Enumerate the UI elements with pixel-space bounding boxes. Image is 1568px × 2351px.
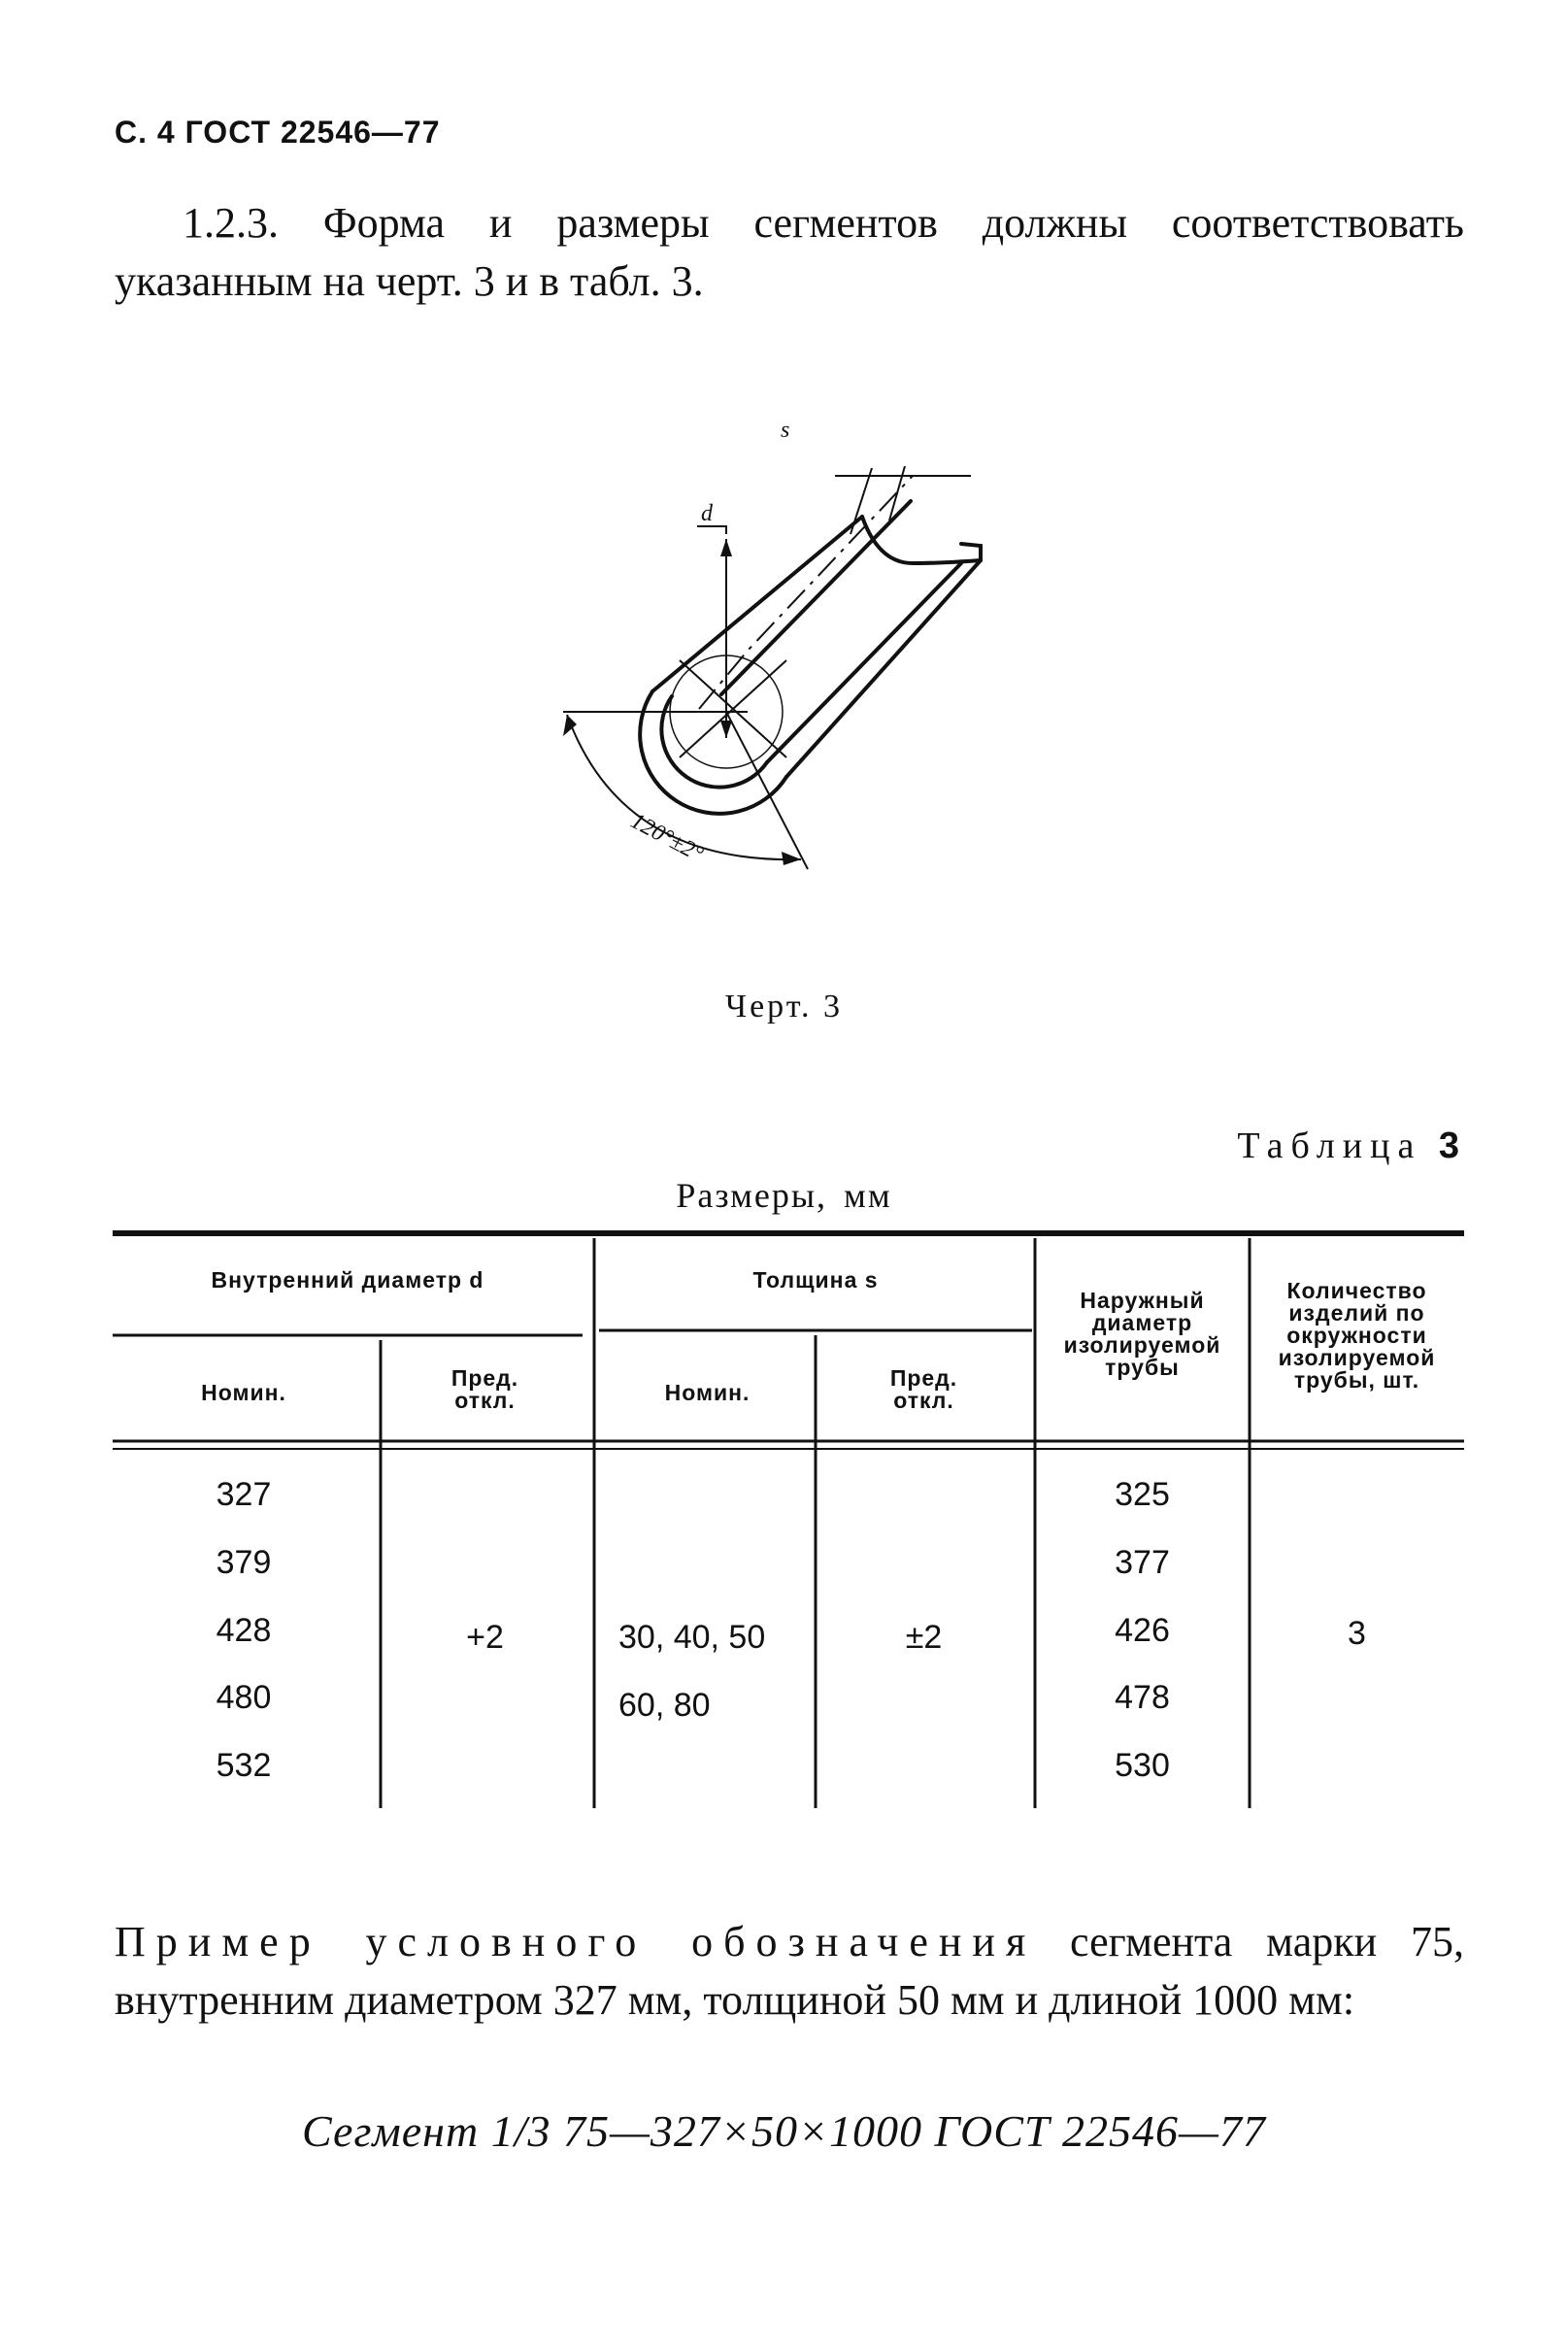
table-cell: 530 <box>1115 1747 1170 1784</box>
header-inner-tolerance: Пред. откл. <box>450 1365 519 1413</box>
header-thickness: Толщина s <box>752 1267 879 1293</box>
header-inner-nominal: Номин. <box>201 1380 286 1405</box>
table-cell: 478 <box>1115 1679 1170 1716</box>
table-cell: 426 <box>1115 1612 1170 1649</box>
example-designation: Сегмент 1/3 75—327×50×1000 ГОСТ 22546—77 <box>302 2106 1266 2156</box>
header-outer-diameter: Наружный диаметр изолируемой трубы <box>1063 1288 1221 1380</box>
table-cell: 60, 80 <box>618 1687 711 1724</box>
table-cell: 377 <box>1115 1544 1170 1581</box>
table-cell: 379 <box>216 1544 272 1581</box>
table-cell: 480 <box>216 1679 272 1716</box>
table-cell: ±2 <box>905 1619 943 1656</box>
label-d: d <box>701 501 713 526</box>
intro-paragraph: 1.2.3. Форма и размеры сегментов должны соответствовать указанным на черт. 3 и в табл. 3. <box>115 199 1464 305</box>
page-header: С. 4 ГОСТ 22546—77 <box>115 115 441 150</box>
header-thickness-tolerance: Пред. откл. <box>889 1365 958 1413</box>
table-title: Таблица 3 <box>1237 1125 1459 1166</box>
table-cell: 325 <box>1115 1476 1170 1513</box>
table-cell: 30, 40, 50 <box>618 1619 766 1656</box>
table-cell: 3 <box>1348 1615 1366 1652</box>
header-inner-diameter: Внутренний диаметр d <box>211 1267 484 1293</box>
example-paragraph: Пример условного обозначения сегмента марки 75, внутренним диаметром 327 мм, толщиной 50 мм и длиной 1000 мм: <box>115 1918 1464 2024</box>
label-angle: 120°±2° <box>626 808 708 868</box>
table-cell: 327 <box>216 1476 272 1513</box>
table-cell: +2 <box>466 1619 504 1656</box>
header-quantity: Количество изделий по окружности изолируемой трубы, шт. <box>1278 1278 1436 1393</box>
table-cell: 428 <box>216 1612 272 1649</box>
table-units: Размеры, мм <box>676 1176 892 1215</box>
header-thickness-nominal: Номин. <box>664 1380 751 1405</box>
label-s: s <box>781 418 790 443</box>
drawing-caption: Черт. 3 <box>724 989 844 1024</box>
table-cell: 532 <box>216 1747 272 1784</box>
